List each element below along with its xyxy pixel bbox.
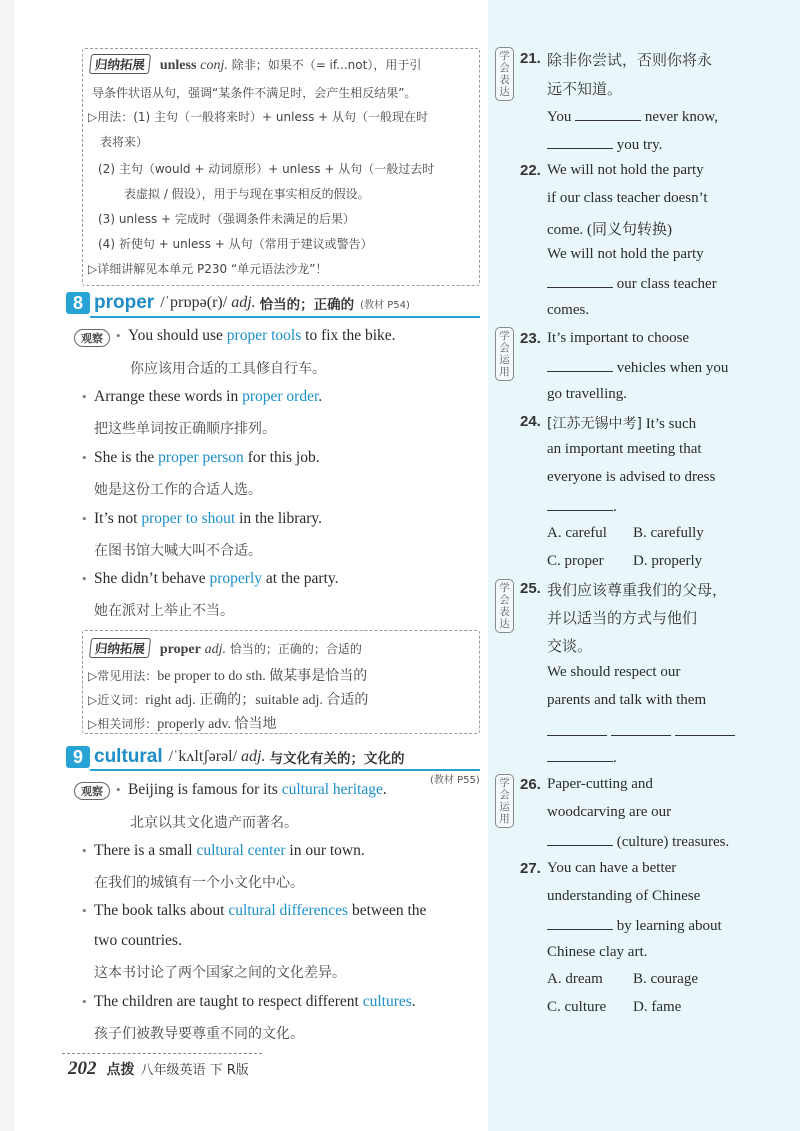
example-sentence: • The children are taught to respect different cultures.: [82, 993, 416, 1010]
example-translation: 这本书讨论了两个国家之间的文化差异。: [94, 965, 346, 981]
question-text: [江苏无锡中考] It’s such: [547, 416, 697, 432]
answer-blank[interactable]: [675, 722, 735, 736]
answer-blank[interactable]: [547, 497, 613, 511]
question-text: (culture) treasures.: [547, 832, 729, 851]
question-number: 22.: [520, 162, 541, 179]
question-text: It’s important to choose: [547, 330, 690, 346]
unless-meaning: 除非；如果不（= if...not），用于引: [231, 58, 422, 72]
question-text: You never know,: [547, 109, 719, 125]
exam-source: [江苏无锡中考]: [547, 416, 642, 432]
question-text: understanding of Chinese: [547, 888, 701, 904]
question-text: 交谈。: [547, 637, 593, 655]
option-d[interactable]: D. fame: [633, 999, 682, 1015]
option-row: [547, 971, 698, 988]
entry-definition: 与文化有关的；文化的: [269, 751, 405, 767]
example-sentence: • Beijing is famous for its cultural heritage.: [116, 781, 387, 798]
example-sentence: • She is the proper person for this job.: [82, 449, 320, 466]
headword-underline: [90, 769, 480, 771]
answer-blank[interactable]: [547, 358, 613, 372]
option-d[interactable]: D. properly: [633, 553, 703, 569]
option-c[interactable]: C. proper: [547, 553, 604, 569]
example-translation: 她在派对上举止不当。: [94, 603, 234, 619]
example-translation: 孩子们被教导要尊重不同的文化。: [94, 1026, 304, 1042]
question-text: 我们应该尊重我们的父母，: [547, 581, 728, 599]
unless-pos: conj.: [200, 58, 228, 73]
question-text: 并以适当的方式与他们: [547, 609, 698, 627]
option-a[interactable]: A. dream: [547, 971, 603, 987]
unless-note-line: ▷用法：(1) 主句（一般将来时）+ unless + 从句（一般现在时: [88, 110, 429, 124]
example-translation: 把这些单词按正确顺序排列。: [94, 421, 276, 437]
option-b[interactable]: B. courage: [633, 971, 698, 987]
entry-number: 8: [66, 292, 90, 314]
question-text: We will not hold the party: [547, 246, 704, 262]
question-number: 26.: [520, 776, 541, 793]
unless-note-line: (3) unless + 完成时（强调条件未满足的后果）: [98, 212, 355, 226]
question-text: .: [547, 497, 617, 516]
proper-note-word: proper: [159, 642, 201, 657]
question-text: .: [547, 748, 617, 767]
question-text: 远不知道。: [547, 80, 623, 98]
proper-note-line: ▷常见用法：be proper to do sth. 做某事是恰当的: [88, 669, 368, 684]
example-translation: 北京以其文化遗产而著名。: [130, 815, 298, 831]
example-sentence-cont: two countries.: [94, 932, 182, 949]
proper-note-line: ▷相关词形：properly adv. 恰当地: [88, 717, 277, 732]
textbook-ref: (教材 P54): [360, 299, 410, 311]
option-row: [547, 999, 681, 1016]
question-text: You can have a better: [547, 860, 677, 876]
unless-note-header: [90, 54, 421, 74]
option-c[interactable]: C. culture: [547, 999, 607, 1015]
question-text: come. (同义句转换): [547, 222, 672, 238]
proper-note-meaning: 恰当的；正确的；合适的: [229, 642, 362, 656]
example-sentence: • It’s not proper to shout in the library.: [82, 510, 323, 527]
question-text: our class teacher: [547, 274, 717, 293]
answer-blank[interactable]: [547, 916, 613, 930]
question-text: We should respect our: [547, 664, 681, 680]
learn-express-tag: 学会表达: [495, 47, 514, 101]
option-b[interactable]: B. carefully: [633, 525, 704, 541]
question-text: everyone is advised to dress: [547, 469, 716, 485]
question-text: Chinese clay art.: [547, 944, 648, 960]
answer-blank[interactable]: [547, 748, 613, 762]
example-sentence: • The book talks about cultural differences between the: [82, 902, 427, 919]
question-text: 除非你尝试，否则你将永: [547, 51, 713, 69]
question-text: [547, 722, 735, 741]
entry-number: 9: [66, 746, 90, 768]
question-text: comes.: [547, 302, 590, 318]
example-sentence: • You should use proper tools to fix the bike.: [116, 327, 396, 344]
unless-note-line: 表将来）: [100, 135, 149, 149]
answer-blank[interactable]: [611, 722, 671, 736]
question-text: vehicles when you: [547, 358, 728, 377]
question-text: We will not hold the party: [547, 162, 704, 178]
option-a[interactable]: A. careful: [547, 525, 607, 541]
proper-note-pos: adj.: [204, 642, 227, 657]
question-text: woodcarving are our: [547, 804, 672, 820]
option-row: [547, 553, 702, 570]
question-text: if our class teacher doesn’t: [547, 190, 708, 206]
unless-note-line: 导条件状语从句，强调“某条件不满足时，会产生相反结果”。: [92, 86, 417, 100]
question-text: you try.: [547, 135, 662, 154]
question-number: 23.: [520, 330, 541, 347]
entry-phonetic: /ˈkʌltʃərəl/: [168, 748, 238, 765]
brand-name: 点拨: [106, 1062, 135, 1078]
learn-apply-tag: 学会运用: [495, 774, 514, 828]
book-title: 八年级英语 下 R版: [140, 1063, 249, 1078]
question-text: parents and talk with them: [547, 692, 707, 708]
entry-pos: adj.: [231, 294, 256, 311]
example-translation: 她是这份工作的合适人选。: [94, 482, 262, 498]
example-translation: 在图书馆大喊大叫不合适。: [94, 543, 262, 559]
question-number: 24.: [520, 413, 541, 430]
unless-note-line: (2) 主句（would + 动词原形）+ unless + 从句（一般过去时: [98, 162, 435, 176]
learn-express-tag: 学会表达: [495, 579, 514, 633]
example-translation: 在我们的城镇有一个小文化中心。: [94, 875, 304, 891]
proper-note-line: ▷近义词：right adj. 正确的；suitable adj. 合适的: [88, 693, 369, 708]
example-sentence: • There is a small cultural center in our town.: [82, 842, 365, 859]
headword-underline: [90, 316, 480, 318]
unless-note-line: (4) 祈使句 + unless + 从句（常用于建议或警告）: [98, 237, 373, 251]
entry-definition: 恰当的；正确的: [259, 297, 355, 313]
learn-apply-tag: 学会运用: [495, 327, 514, 381]
entry-phonetic: /ˈprɒpə(r)/: [160, 294, 228, 311]
question-text: an important meeting that: [547, 441, 702, 457]
page-edge: [0, 0, 14, 1131]
entry-word: proper: [94, 292, 155, 313]
summary-tag: 归纳拓展: [89, 638, 151, 658]
headword-proper: [66, 292, 410, 314]
example-sentence: • She didn’t behave properly at the party.: [82, 570, 339, 587]
question-text: by learning about: [547, 916, 722, 935]
question-text: Paper-cutting and: [547, 776, 653, 792]
observe-badge: 观察: [74, 329, 110, 347]
unless-note-line: ▷详细讲解见本单元 P230 “单元语法沙龙”！: [88, 262, 328, 276]
answer-blank[interactable]: [575, 107, 641, 121]
unless-word: unless: [159, 58, 197, 73]
answer-blank[interactable]: [547, 274, 613, 288]
question-number: 25.: [520, 580, 541, 597]
headword-cultural: [66, 746, 405, 768]
entry-pos: adj.: [241, 748, 266, 765]
question-number: 27.: [520, 860, 541, 877]
textbook-ref: (教材 P55): [430, 775, 480, 786]
proper-note-header: [90, 638, 362, 658]
unless-note-line: 表虚拟 / 假设），用于与现在事实相反的假设。: [124, 187, 370, 201]
page-footer: [68, 1058, 249, 1080]
footer-divider: [62, 1053, 262, 1054]
answer-blank[interactable]: [547, 135, 613, 149]
page-number: 202: [68, 1058, 97, 1079]
entry-word: cultural: [94, 746, 163, 767]
option-row: [547, 525, 704, 542]
observe-badge: 观察: [74, 782, 110, 800]
summary-tag: 归纳拓展: [89, 54, 151, 74]
example-sentence: • Arrange these words in proper order.: [82, 388, 323, 405]
question-text: go travelling.: [547, 386, 627, 402]
example-translation: 你应该用合适的工具修自行车。: [130, 361, 326, 377]
answer-blank[interactable]: [547, 832, 613, 846]
answer-blank[interactable]: [547, 722, 607, 736]
question-number: 21.: [520, 50, 541, 67]
